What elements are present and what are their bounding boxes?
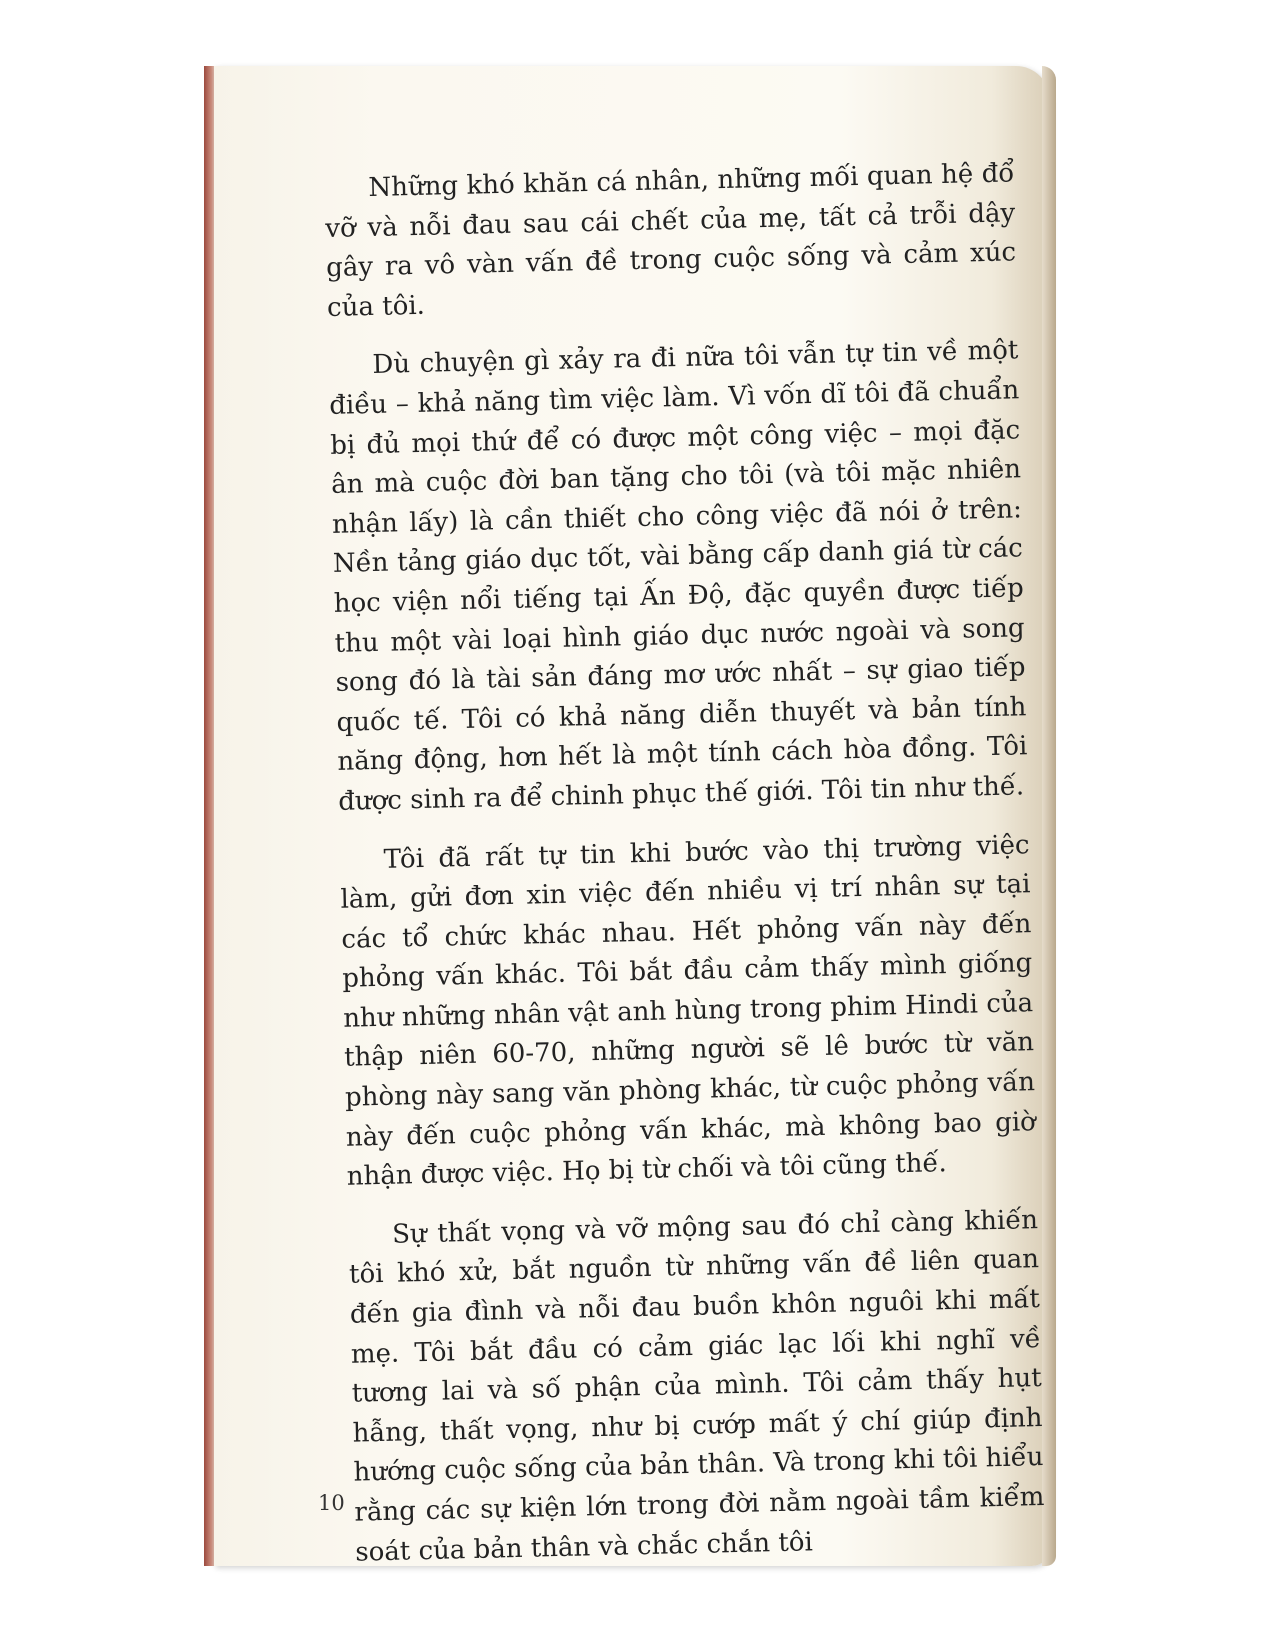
paragraph-3: Tôi đã rất tự tin khi bước vào thị trường việc làm, gửi đơn xin việc đến nhiều vị trí nhân sự tại các tổ chức khác nhau. Hết phỏng vấn này đến phỏng vấn khác. Tôi bắt đầu cảm thấy mình giống như những nhân vật anh hùng trong phim Hindi của thập niên 60-70, những người sẽ lê bước từ văn phòng này sang văn phòng khác, từ cuộc phỏng vấn này đến cuộc phỏng vấn khác, mà không bao giờ nhận được việc. Họ bị từ chối và tôi cũng thế. bbox=[340, 829, 1037, 1192]
book-page bbox=[214, 66, 1050, 1566]
body-text bbox=[324, 154, 1046, 1591]
paragraph-1: Những khó khăn cá nhân, những mối quan hệ đổ vỡ và nỗi đau sau cái chết của mẹ, tất cả trỗi dậy gây ra vô vàn vấn đề trong cuộc sống và cảm xúc của tôi. bbox=[324, 158, 1017, 323]
paragraph-2: Dù chuyện gì xảy ra đi nữa tôi vẫn tự tin về một điều – khả năng tìm việc làm. Vì vốn dĩ tôi đã chuẩn bị đủ mọi thứ để có được một công việc – mọi đặc ân mà cuộc đời ban tặng cho tôi (và tôi mặc nhiên nhận lấy) là cần thiết cho công việc đã nói ở trên: Nền tảng giáo dục tốt, vài bằng cấp danh giá từ các học viện nổi tiếng tại Ấn Độ, đặc quyền được tiếp thu một vài loại hình giáo dục nước ngoài và song song đó là tài sản đáng mơ ước nhất – sự giao tiếp quốc tế. Tôi có khả năng diễn thuyết và bản tính năng động, hơn hết là một tính cách hòa đồng. Tôi được sinh ra để chinh phục thế giới. Tôi tin như thế. bbox=[329, 335, 1028, 817]
paragraph-4: Sự thất vọng và vỡ mộng sau đó chỉ càng khiến tôi khó xử, bắt nguồn từ những vấn đề liên quan đến gia đình và nỗi đau buồn khôn nguôi khi mất mẹ. Tôi bắt đầu có cảm giác lạc lối khi nghĩ về tương lai và số phận của mình. Tôi cảm thấy hụt hẫng, thất vọng, như bị cướp mất ý chí giúp định hướng cuộc sống của bản thân. Và trong khi tôi hiểu rằng các sự kiện lớn trong đời nằm ngoài tầm kiểm soát của bản thân và chắc chắn tôi bbox=[348, 1204, 1045, 1568]
page-curl-edge bbox=[1042, 66, 1056, 1566]
page-number: 10 bbox=[318, 1491, 345, 1515]
